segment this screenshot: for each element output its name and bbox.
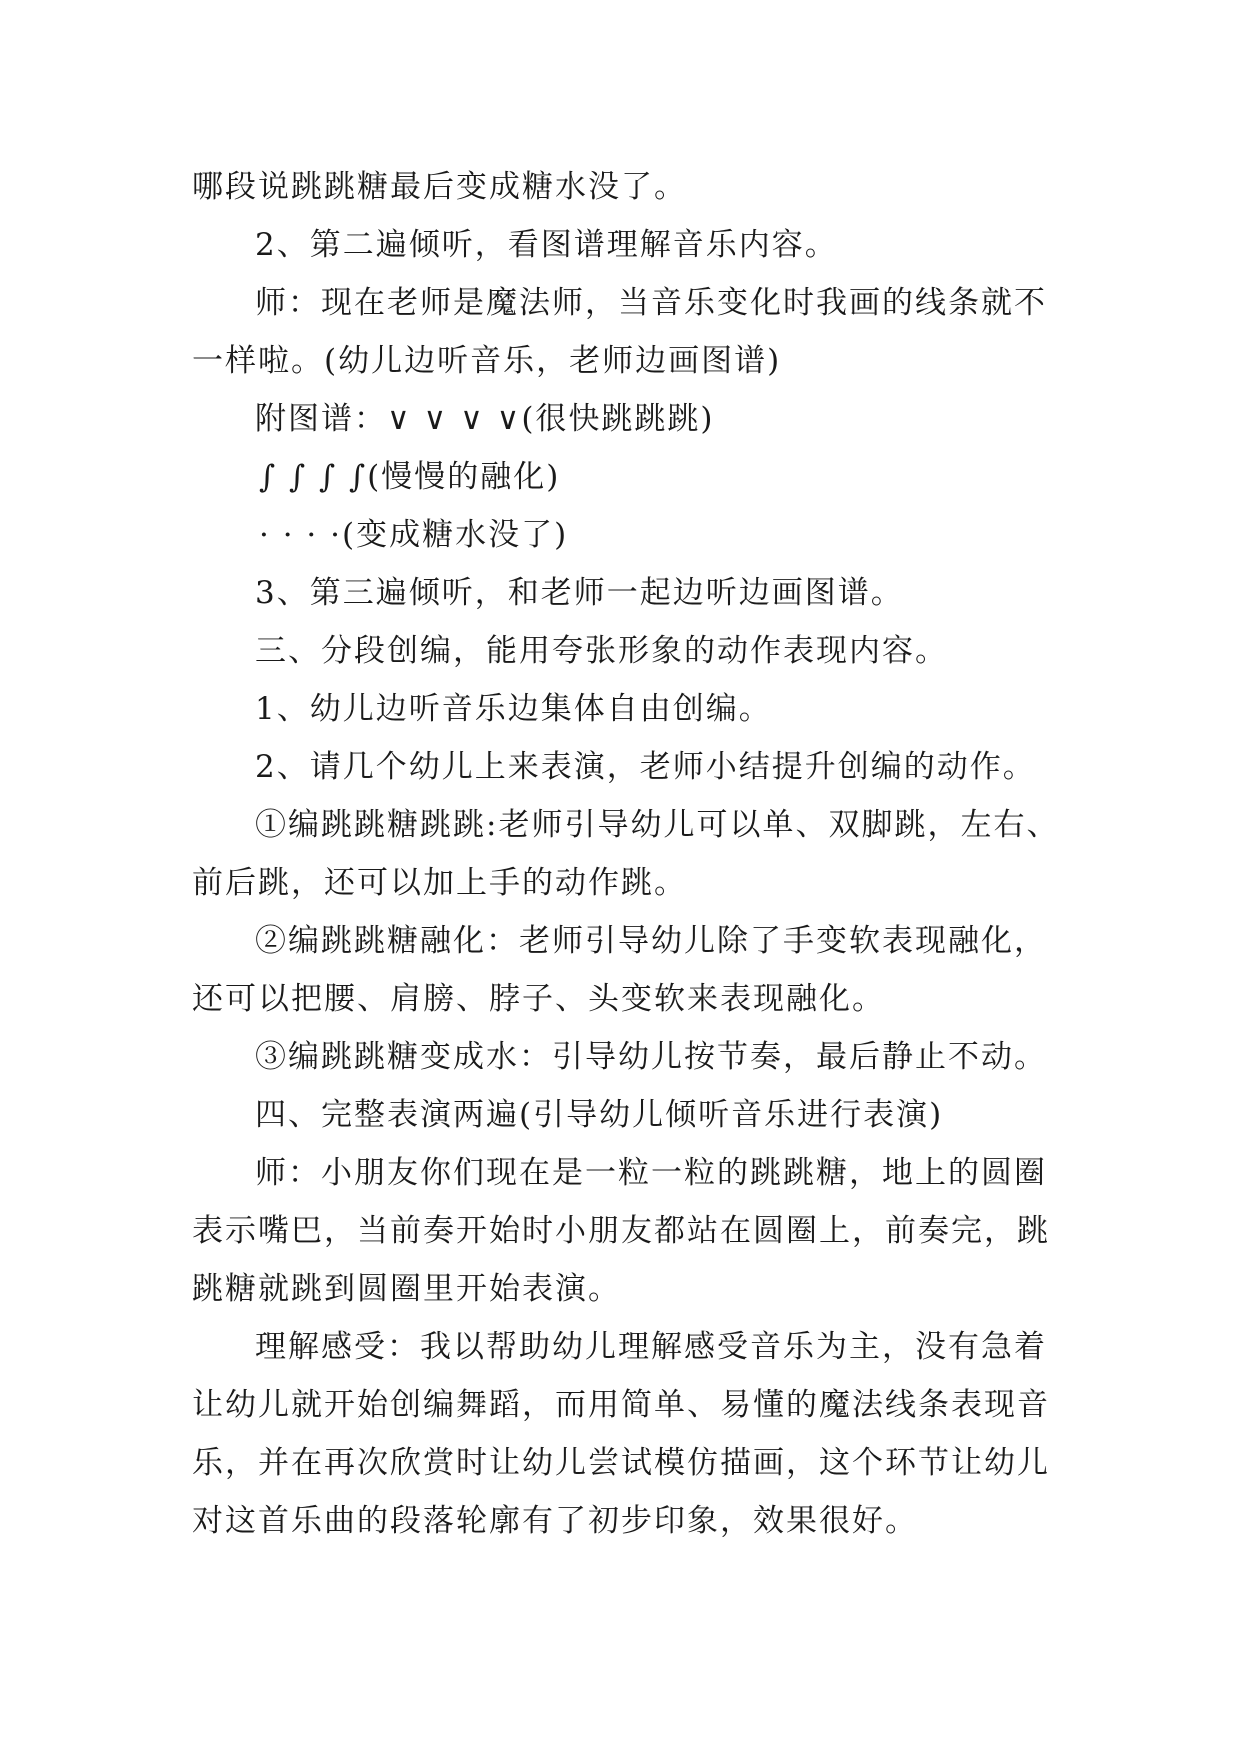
paragraph-line: 跳糖就跳到圆圈里开始表演。 [192,1271,621,1307]
paragraph-line: · · · ·(变成糖水没了) [259,517,569,553]
paragraph-line: 2、第二遍倾听，看图谱理解音乐内容。 [255,227,838,263]
paragraph-line: 表示嘴巴，当前奏开始时小朋友都站在圆圈上，前奏完，跳 [192,1213,1050,1249]
paragraph-line: 乐，并在再次欣赏时让幼儿尝试模仿描画，这个环节让幼儿 [192,1445,1050,1481]
paragraph-line: ①编跳跳糖跳跳:老师引导幼儿可以单、双脚跳，左右、 [255,807,1060,843]
paragraph-line: 3、第三遍倾听，和老师一起边听边画图谱。 [255,575,904,611]
paragraph-line: 2、请几个幼儿上来表演，老师小结提升创编的动作。 [255,749,1036,785]
paragraph-line: 1、幼儿边听音乐边集体自由创编。 [255,691,772,727]
paragraph-line: 四、完整表演两遍(引导幼儿倾听音乐进行表演) [255,1097,944,1133]
paragraph-line: ③编跳跳糖变成水：引导幼儿按节奏，最后静止不动。 [255,1039,1047,1075]
paragraph-line: 师：小朋友你们现在是一粒一粒的跳跳糖，地上的圆圈 [255,1155,1047,1191]
paragraph-line: 让幼儿就开始创编舞蹈，而用简单、易懂的魔法线条表现音 [192,1387,1050,1423]
paragraph-line: 附图谱：∨ ∨ ∨ ∨(很快跳跳跳) [255,401,715,437]
paragraph-line: 哪段说跳跳糖最后变成糖水没了。 [192,169,687,205]
paragraph-line: ∫ ∫ ∫ ∫(慢慢的融化) [259,459,561,495]
paragraph-line: 三、分段创编，能用夸张形象的动作表现内容。 [255,633,948,669]
paragraph-line: 前后跳，还可以加上手的动作跳。 [192,865,687,901]
paragraph-line: 理解感受：我以帮助幼儿理解感受音乐为主，没有急着 [255,1329,1047,1365]
paragraph-line: 师：现在老师是魔法师，当音乐变化时我画的线条就不 [255,285,1047,321]
paragraph-line: 还可以把腰、肩膀、脖子、头变软来表现融化。 [192,981,885,1017]
paragraph-line: 一样啦。(幼儿边听音乐，老师边画图谱) [192,343,782,379]
paragraph-line: ②编跳跳糖融化：老师引导幼儿除了手变软表现融化， [255,923,1047,959]
document-body [192,158,1072,1550]
paragraph-line: 对这首乐曲的段落轮廓有了初步印象，效果很好。 [192,1503,918,1539]
